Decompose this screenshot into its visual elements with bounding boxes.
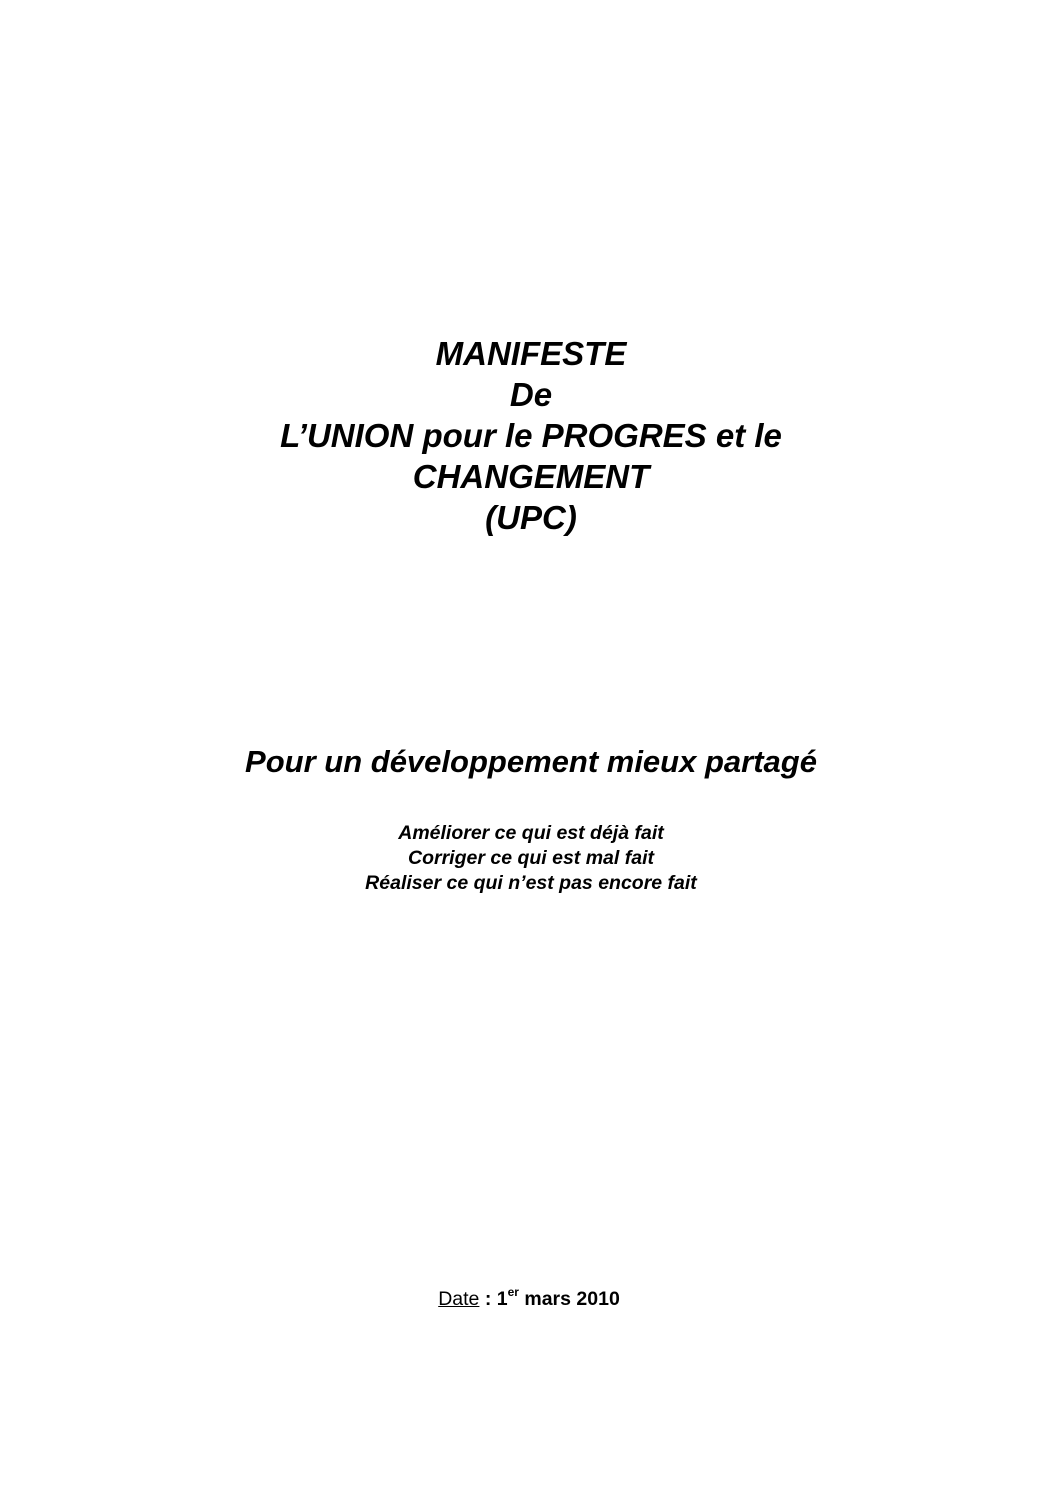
title-line: (UPC) [485,499,577,536]
title-line: MANIFESTE [435,335,627,372]
date-label: Date [438,1288,480,1310]
motto-line: Réaliser ce qui n’est pas encore fait [365,872,697,894]
motto-line: Corriger ce qui est mal fait [408,847,654,869]
date-day-suffix: er [507,1285,519,1299]
motto [0,821,1058,896]
date-separator: : [479,1288,497,1310]
title-line: CHANGEMENT [412,458,650,495]
title-line: L’UNION pour le PROGRES et le [280,417,782,454]
motto-line: Améliorer ce qui est déjà fait [398,822,664,844]
document-date [0,1286,1058,1312]
date-day: 1 [496,1288,508,1310]
document-subtitle: Pour un développement mieux partagé [245,744,817,779]
manifesto-title [0,333,1058,538]
title-line: De [509,376,553,413]
date-month-year: mars 2010 [518,1288,620,1310]
